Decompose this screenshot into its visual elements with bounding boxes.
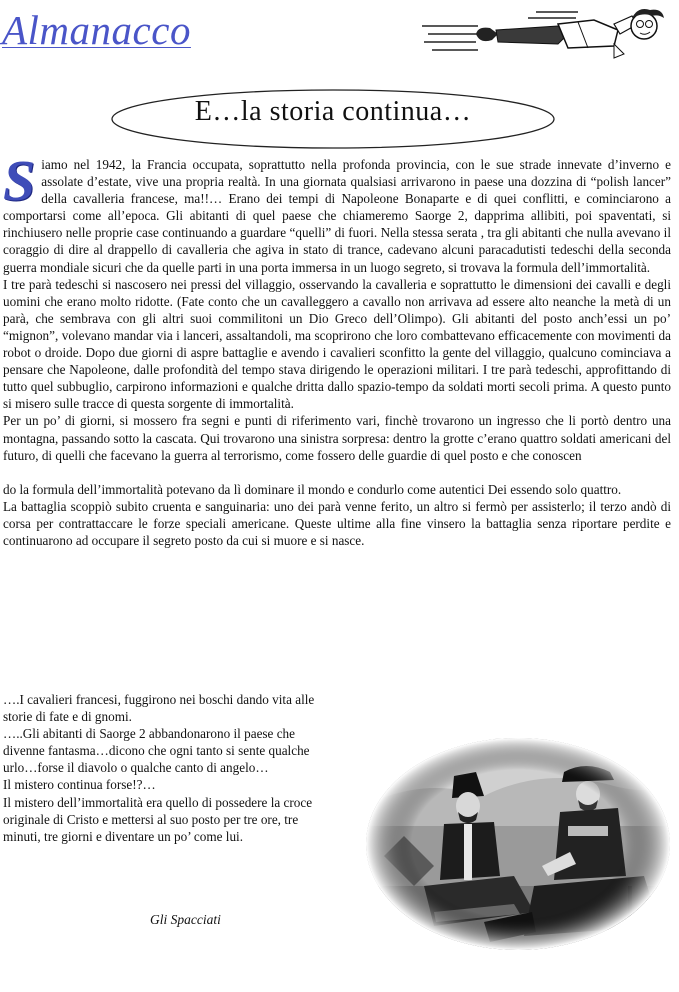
drop-cap: S (3, 148, 36, 213)
article-paragraph: La battaglia scoppiò subito cruenta e sanguinaria: uno dei parà venne ferito, un altro si fermò per assisterlo; il terzo andò di corsa per contrattaccare le forze speciali americane. Queste ultime alla fine vinsero la battaglia senza riportare perdite e continuarono ad occupare il segreto posto da cui si muore e si nasce. (3, 498, 671, 548)
article-paragraph (3, 148, 671, 276)
paragraph-text: iamo nel 1942, la Francia occupata, soprattutto nella profonda provincia, con le sue strade innevate d’inverno e assolate d’estate, vive una propria realtà. In una giornata qualsiasi arrivarono in paese una dozzina di “polish lancer” della cavalleria francese, ma!!… Erano dei tempi di Napoleone Bonaparte e di quei conflitti, e cominciarono a comportarsi come all’epoca. Gli abitanti di quel paese che chiameremo Saorge 2, dapprima allibiti, poi spaventati, si rinchiusero nelle proprie case continuando a guardare “quelli” di fuori. Nella stessa serata , tra gli abitanti che nulla avevano il coraggio di dire al drappello di cavalleria che agiva in stato di trance, cadevano alcuni paracadutisti tedeschi della seconda guerra mondiale sicuri che da quelle parti in una porta immersa in un luogo segreto, si trovava la formula dell’immortalità. (3, 157, 671, 275)
paragraph-gap (3, 464, 671, 481)
soldiers-photo (364, 736, 672, 952)
closing-line: ….I cavalieri francesi, fuggirono nei boschi dando vita alle storie di fate e di gnomi. (3, 692, 315, 725)
article-paragraph: do la formula dell’immortalità potevano da lì dominare il mondo e condurlo come autentici Dei essendo solo quattro. (3, 481, 622, 497)
closing-line: …..Gli abitanti di Saorge 2 abbandonarono il paese che divenne fantasma…dicono che ogni tanto si sente qualche urlo…forse il diavolo o qualche canto di angelo… (3, 726, 310, 776)
closing-line: Il mistero continua forse!?… (3, 777, 156, 793)
article-title: E…la storia continua… (194, 96, 472, 127)
closing-column (3, 691, 325, 845)
masthead-title: Almanacco (2, 7, 191, 53)
author-signature: Gli Spacciati (150, 912, 221, 927)
article-paragraph: I tre parà tedeschi si nascosero nei pressi del villaggio, osservando la cavalleria e soprattutto le dimensioni dei cavalli e degli uomini che erano molto ridotte. (Fate conto che un cavalleggero a cavallo non arrivava ad essere alto neanche la metà di un parà, che sembrava con gli altri suoi commilitoni un Dio Greco dell’Olimpo). Gli abitanti del posto anch’essi un po’ “mignon”, volevano mandar via i lanceri, assaltandoli, ma scoprirono che loro combattevano efficacemente con movimenti da robot o droide. Dopo due giorni di aspre battaglie e avendo i cavalieri sconfitto la gente del villaggio, qualcuno cominciava a pensare che Napoleone, dalle profondità del tempo stava dirigendo le operazioni militari. I tre parà tedeschi, approfittando di tutto quel subbuglio, carpirono informazioni e qualche dritta dallo spazio-tempo da soldati morti secoli prima. A questo punto si misero sulle tracce di questa sorgente di immortalità. (3, 276, 671, 412)
article-body (3, 148, 671, 549)
flying-character-illustration (418, 4, 672, 68)
article-paragraph: Per un po’ di giorni, si mossero fra segni e punti di riferimento vari, finchè trovarono un ingresso che li portò dentro una montagna, passando sotto la cascata. Qui trovarono una sinistra sorpresa: dentro la grotte c’erano quattro soldati americani del futuro, di quelli che facevano la guerra al terrorismo, come fossero delle guardie di quel posto e che conoscen (3, 413, 671, 463)
closing-line: Il mistero dell’immortalità era quello di possedere la croce originale di Cristo e mettersi al suo posto per tre ore, tre minuti, tre giorni e diventare un po’ come lui. (3, 794, 313, 844)
